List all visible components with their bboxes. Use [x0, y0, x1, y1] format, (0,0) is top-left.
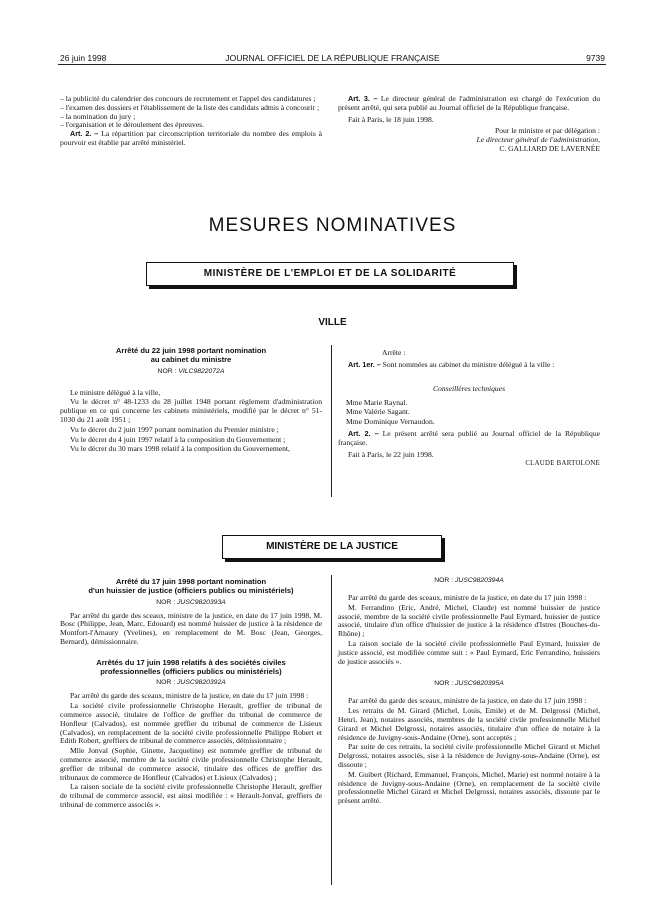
justice-right-column	[338, 577, 600, 807]
nor-label: NOR :	[434, 680, 454, 688]
paragraph: Vu le décret n° 48-1233 du 28 juillet 1948 portant règlement d'administration publique en ce qui concerne les cabinets ministériels, modifié par le décret n° 51-1030 du 21 août 1951 ;	[60, 397, 322, 424]
prev-signature-line-1: Pour le ministre et par délégation :	[494, 126, 600, 136]
header-journal: JOURNAL OFFICIEL DE LA RÉPUBLIQUE FRANÇAISE	[225, 53, 440, 63]
arrete-word: Arrête :	[382, 348, 406, 357]
arrete-title-line-1: Arrêté du 22 juin 1998 portant nomination	[115, 346, 267, 355]
ministry-heading-justice: MINISTÈRE DE LA JUSTICE	[222, 535, 442, 559]
article-2	[338, 430, 600, 448]
paragraph: La raison sociale de la société civile professionnelle Christophe Herault, greffier de tribunal de commerce associé, est ainsi modifiée : « Herault-Jonval, greffiers de tribunal de commerce associés ».	[60, 782, 322, 809]
paragraph: Par arrêté du garde des sceaux, ministre de la justice, en date du 17 juin 1998 :	[348, 696, 587, 706]
nor-code: JUSC9820392A	[177, 679, 226, 687]
paragraph: Le ministre délégué à la ville,	[70, 387, 161, 397]
paragraph: Vu le décret du 30 mars 1998 relatif à la composition du Gouvernement,	[70, 444, 290, 454]
paragraph: Par suite de ces retraits, la société civile professionnelle Michel Girard et Michel Delgrossi, notaires associés, sise à la résidence de Juvigny-sous-Andaine (Orne), est dissoute ;	[338, 742, 600, 769]
paragraph: M. Ferrandino (Eric, André, Michel, Claude) est nommé huissier de justice associé, membre de la société civile professionnelle Paul Eymard, huissier de justice associé, titulaire d'un office d'huissier de justice à la résidence d'Istres (Bouches-du-Rhône) ;	[338, 602, 600, 639]
arrete-title-line-2: d'un huissier de justice (officiers publics ou ministériels)	[88, 585, 294, 595]
header-page-number: 9739	[586, 53, 605, 63]
paragraph: Par arrêté du garde des sceaux, ministre de la justice, en date du 17 juin 1998, M. Bosc (Philippe, Jean, Marc, Edouard) est nommé huissier de justice à la résidence de Montfort-l'Amaury (Yvelines), en remplacement de M. Bosc (Jean, Georges, Bernard), démissionnaire.	[60, 610, 322, 646]
paragraph: La société civile professionnelle Christophe Herault, greffier de tribunal de commerce associé, titulaire de l'office de greffier du tribunal de commerce de Honfleur (Calvados), est nommée greffier du tribunal de commerce de Lisieux (Calvados), en remplacement de la société civile professionnelle Philippe Robert et Edith Robert, greffiers de tribunal de commerce associés, démissionnaire ;	[60, 701, 322, 746]
nor-label: NOR :	[156, 679, 176, 687]
prev-done-at: Fait à Paris, le 18 juin 1998.	[348, 114, 434, 124]
article-label: Art. 2. –	[348, 428, 379, 438]
nor-label: NOR :	[157, 367, 177, 375]
arrete-title-line-1: Arrêtés du 17 juin 1998 relatifs à des sociétés civiles	[96, 657, 286, 667]
paragraph: Vu le décret du 2 juin 1997 portant nomination du Premier ministre ;	[70, 424, 279, 434]
nor-reference	[338, 680, 600, 687]
paragraph: Par arrêté du garde des sceaux, ministre de la justice, en date du 17 juin 1998 :	[70, 691, 309, 701]
arrete-ville-left	[60, 347, 322, 455]
prev-signature-name: C. GALLIARD DE LAVERNÉE	[499, 143, 600, 153]
paragraph: Par arrêté du garde des sceaux, ministre de la justice, en date du 17 juin 1998 :	[348, 593, 587, 602]
article-text: La répartition par circonscription territoriale du nombre des emplois à pourvoir est établie par arrêté ministériel.	[60, 129, 322, 147]
list-item: – la nomination du jury ;	[60, 111, 136, 121]
arrete-ville-right	[338, 349, 600, 469]
arrete-title-line-2: au cabinet du ministre	[150, 354, 232, 364]
paragraph: Les retraits de M. Girard (Michel, Louis, Emile) et de M. Delgrossi (Michel, Henri, Jean), notaires associés, membres de la société civile professionnelle Michel Girard et Michel Delgrossi, notaires associés, titulaire d'un office de notaire à la résidence de Juvigny-sous-Andaine (Orne), sont acceptés ;	[338, 706, 600, 742]
article-label: Art. 2. –	[70, 129, 99, 139]
nor-reference	[338, 577, 600, 584]
article-1	[338, 361, 600, 370]
article-text: Sont nommées au cabinet du ministre délégué à la ville :	[382, 359, 555, 369]
article-text: Le présent arrêté sera publié au Journal officiel de la République française.	[338, 428, 601, 447]
list-item: – la publicité du calendrier des concours de recrutement et l'appel des candidatures ;	[60, 94, 316, 103]
column-divider	[331, 575, 332, 885]
name-item: Mme Valérie Sagant.	[346, 407, 410, 417]
paragraph: La raison sociale de la société civile professionnelle Paul Eymard, huissier de justice associé, est modifiée comme suit : « Paul Eymard, Eric Ferrandino, huissiers de justice associés ».	[338, 638, 600, 666]
prev-article-3	[338, 95, 600, 113]
nor-code: JUSC9820395A	[455, 680, 504, 688]
name-item: Mme Marie Raynal.	[346, 397, 408, 407]
arrete-title-line-1: Arrêté du 17 juin 1998 portant nomination	[115, 577, 267, 586]
article-text: Le directeur général de l'administration est chargé de l'exécution du présent arrêté, qui sera publié au Journal officiel de la République française.	[338, 94, 600, 112]
nor-code: JUSC9820394A	[455, 577, 504, 584]
header-date: 26 juin 1998	[60, 53, 107, 63]
prev-list	[60, 95, 322, 130]
list-item: – l'organisation et le déroulement des épreuves.	[60, 120, 204, 130]
justice-left-column	[60, 578, 322, 811]
name-item: Mme Dominique Vernaudon.	[346, 417, 435, 427]
done-at: Fait à Paris, le 22 juin 1998.	[348, 449, 434, 459]
prev-signature-line-2: Le directeur général de l'administration,	[476, 135, 600, 145]
paragraph: Mlle Jonval (Sophie, Ginette, Jacqueline) est nommée greffier de tribunal de commerce associé, membre de la société civile professionnelle Christophe Herault, greffier de tribunal de commerce associé, titulaire des offices de greffier des tribunaux de commerce de Honfleur (Calvados) et Lisieux (Calvados) ;	[60, 746, 322, 782]
subsection-title: Conseillères techniques	[432, 383, 506, 393]
signature-name: CLAUDE BARTOLONE	[525, 460, 600, 468]
section-title-ville: VILLE	[318, 317, 347, 328]
nor-label: NOR :	[434, 577, 454, 584]
prev-article-2	[60, 130, 322, 148]
nor-reference	[60, 599, 322, 606]
header-rule	[58, 64, 606, 65]
article-label: Art. 1er. –	[348, 359, 381, 369]
paragraph: M. Guibert (Richard, Emmanuel, François, Michel, Marie) est nommé notaire à la résidence de Juvigny-sous-Andaine (Orne), en remplacement de la société civile professionnelle Michel Girard et Michel Delgrossi, notaires associés, dissoute par le présent arrêté.	[338, 769, 600, 806]
prev-right-column	[338, 95, 600, 154]
arrete-title-line-2: professionnelles (officiers publics ou ministériels)	[100, 666, 282, 676]
paragraph: Vu le décret du 4 juin 1997 relatif à la composition du Gouvernement ;	[70, 434, 286, 444]
page-title: MESURES NOMINATIVES	[208, 215, 457, 236]
nor-reference	[60, 679, 322, 686]
article-label: Art. 3. –	[348, 94, 378, 103]
column-divider	[331, 345, 332, 497]
nor-reference	[60, 368, 322, 375]
nor-label: NOR :	[156, 598, 176, 606]
nor-code: JUSC9820393A	[177, 598, 226, 606]
list-item: – l'examen des dossiers et l'établissement de la liste des candidats admis à concourir ;	[60, 102, 320, 112]
ministry-heading-emploi: MINISTÈRE DE L'EMPLOI ET DE LA SOLIDARITÉ	[146, 262, 514, 286]
nor-code: VILC9822072A	[178, 367, 225, 375]
prev-left-column	[60, 95, 322, 149]
